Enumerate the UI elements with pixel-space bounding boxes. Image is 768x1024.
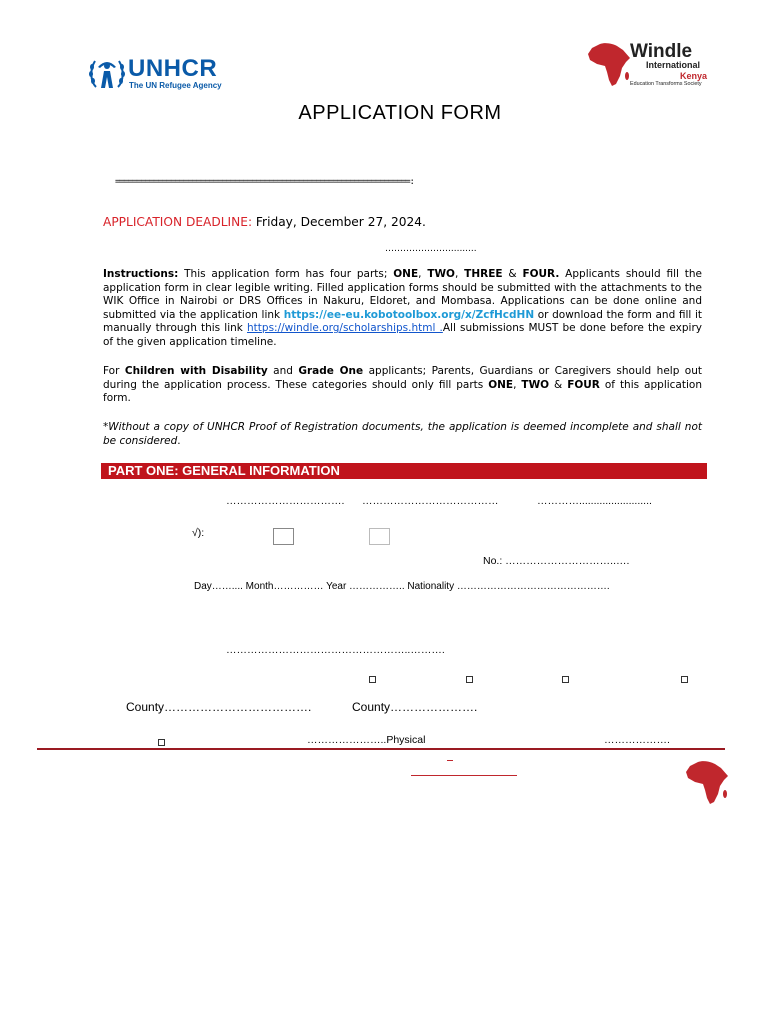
children-with-disability: Children with Disability — [124, 365, 268, 377]
ampersand: & — [502, 268, 523, 280]
note-end: . — [177, 434, 181, 447]
note-text: *Without a copy of UNHCR Proof of Registration documents, the application is deemed incomplete and shall not be considered — [103, 421, 702, 447]
part-four-ref: FOUR. — [522, 268, 560, 280]
tick-label: √): — [192, 527, 205, 539]
name-field-dots-2[interactable]: ………………………………… — [362, 495, 499, 507]
center-dots: ………………….......... — [385, 244, 477, 254]
windle-international: International — [646, 60, 701, 70]
deadline-label: APPLICATION DEADLINE: — [103, 215, 253, 229]
proof-of-registration-note — [103, 421, 702, 448]
windle-kenya: Kenya — [680, 71, 708, 81]
windle-scholarships-link[interactable]: https://windle.org/scholarships.html . — [247, 322, 443, 335]
page-title: APPLICATION FORM — [298, 102, 502, 124]
comma: , — [418, 268, 428, 280]
footer-rule — [37, 748, 725, 750]
county-field-1[interactable]: County………………………………. — [126, 700, 312, 714]
county-field-2[interactable]: County…………………. — [352, 700, 478, 714]
unhcr-name: UNHCR — [128, 55, 218, 82]
option-checkbox-1[interactable] — [369, 676, 376, 683]
disability-text-1: For — [103, 365, 125, 377]
disability-text-2: applicants; Parents, Guardians or Caregivers should help out during the application process. These categories should only fill parts — [103, 365, 703, 391]
date-of-birth-nationality-line[interactable]: Day…….... Month…………… Year …………….. Nationality ………………………………………. — [194, 581, 610, 592]
disability-text-3: of this application form. — [103, 378, 702, 405]
part-one-ref: ONE — [488, 378, 514, 391]
name-field-dots-1[interactable]: ……………………………. — [226, 495, 345, 507]
application-deadline — [103, 213, 426, 231]
footer-africa-map-icon — [684, 760, 730, 806]
instructions-text-3: or download the form and fill it manually through this link — [103, 308, 702, 335]
part-one-header-bar — [101, 463, 707, 479]
grade-one: Grade One — [298, 365, 364, 377]
disability-paragraph — [103, 365, 702, 406]
name-field-dots-3[interactable]: …………......................... — [537, 495, 652, 507]
part-two-ref: TWO — [521, 378, 550, 391]
option-checkbox-3[interactable] — [562, 676, 569, 683]
long-dots-field[interactable]: ……………………………………………..………. — [226, 644, 445, 656]
physical-field[interactable]: …………………..Physical — [307, 734, 426, 746]
instructions-paragraph — [103, 268, 702, 350]
instructions-text-2: Applicants should fill the application form in clear legible writing. Filled application forms should be submitted with the attachments to the WIK Office in Nairobi or DRS Offices in Nakuru, Eldoret, and Mombasa. Applications can be done online and submitted via the application link — [103, 268, 702, 321]
option-checkbox-2[interactable] — [466, 676, 473, 683]
ampersand: & — [549, 378, 568, 391]
and-text: and — [267, 365, 299, 377]
gender-checkbox-1[interactable] — [273, 528, 294, 545]
windle-tagline: Education Transforms Society — [630, 81, 702, 87]
comma: , — [513, 378, 522, 391]
part-three-ref: THREE — [464, 268, 503, 280]
gender-checkbox-2[interactable] — [369, 528, 390, 545]
comma: , — [454, 268, 465, 280]
instructions-text-1: This application form has four parts; — [178, 268, 394, 280]
part-one-ref: ONE — [393, 268, 419, 280]
part-one-title: PART ONE: GENERAL INFORMATION — [108, 463, 340, 478]
kobo-application-link[interactable]: https://ee-eu.kobotoolbox.org/x/ZcfHcdHN — [283, 308, 535, 321]
option-checkbox-4[interactable] — [681, 676, 688, 683]
disability-checkbox[interactable] — [158, 739, 165, 746]
separator-line: =====================================================================: — [115, 177, 414, 187]
instructions-text-4: All submissions MUST be done before the expiry of the given application timeline. — [103, 322, 702, 348]
footer-red-underline — [411, 775, 517, 776]
windle-name: Windle — [630, 41, 693, 62]
part-four-ref: FOUR — [567, 378, 600, 391]
unhcr-subtitle: The UN Refugee Agency — [129, 81, 222, 90]
deadline-value: Friday, December 27, 2024. — [252, 215, 426, 229]
trailing-dots-field[interactable]: ………………. — [604, 734, 670, 746]
footer-dash — [447, 760, 453, 761]
windle-africa-map-icon — [586, 42, 632, 88]
registration-number-field[interactable]: No.: …………………………..…. — [483, 555, 630, 567]
instructions-lead: Instructions: — [103, 268, 179, 280]
unhcr-logo-icon — [88, 55, 126, 91]
part-two-ref: TWO — [427, 268, 455, 280]
